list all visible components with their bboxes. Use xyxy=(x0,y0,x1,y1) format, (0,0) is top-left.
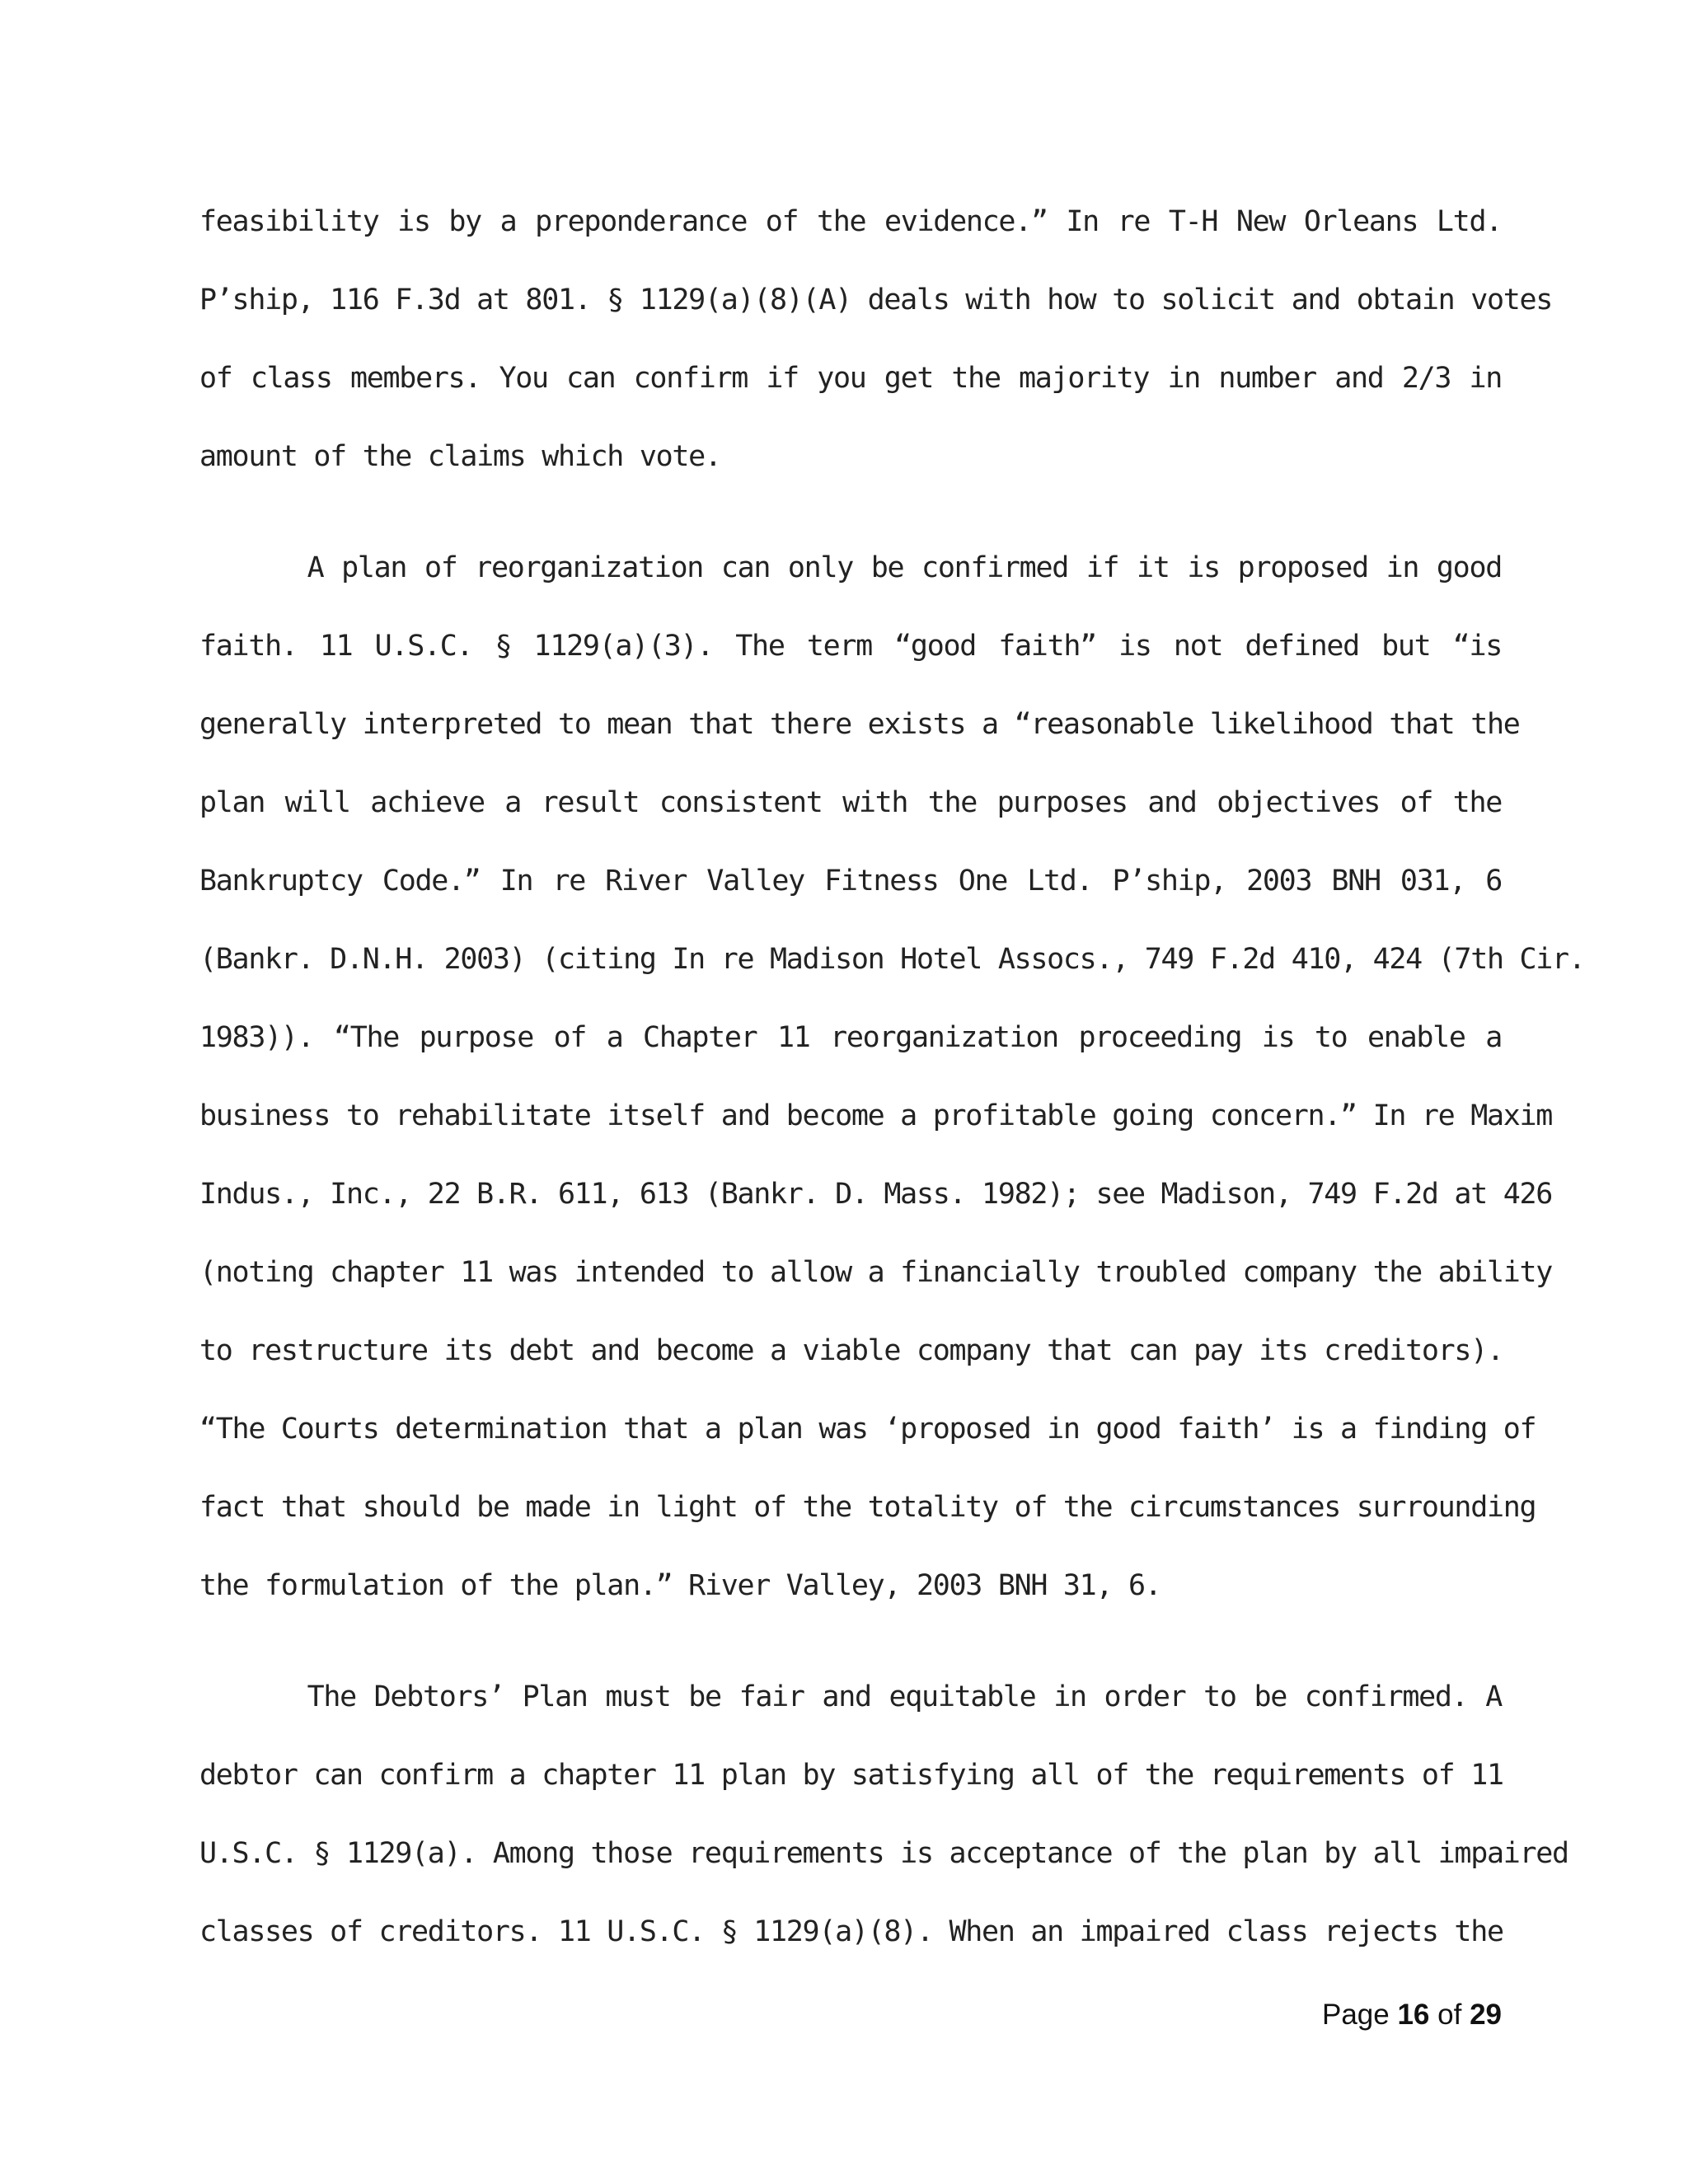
text-line: amount of the claims which vote. xyxy=(199,440,721,473)
page-number-footer xyxy=(1322,1999,1502,2032)
text-line: Indus., Inc., 22 B.R. 611, 613 (Bankr. D. Mass. 1982); see Madison, 749 F.2d at 426 xyxy=(199,1178,1553,1211)
text-line: 1983)). “The purpose of a Chapter 11 reorganization proceeding is to enable a xyxy=(199,1021,1502,1054)
text-line: The Debtors’ Plan must be fair and equitable in order to be confirmed. A xyxy=(199,1680,1502,1713)
current-page-number: 16 xyxy=(1397,1999,1430,2031)
text-line: fact that should be made in light of the totality of the circumstances surrounding xyxy=(199,1491,1536,1524)
page-label: Page xyxy=(1321,1999,1390,2031)
text-line: debtor can confirm a chapter 11 plan by satisfying all of the requirements of 11 xyxy=(199,1759,1503,1792)
text-line: U.S.C. § 1129(a). Among those requirements is acceptance of the plan by all impaired xyxy=(199,1837,1568,1870)
text-line: the formulation of the plan.” River Valley, 2003 BNH 31, 6. xyxy=(199,1569,1161,1602)
text-line: classes of creditors. 11 U.S.C. § 1129(a)(8). When an impaired class rejects the xyxy=(199,1915,1503,1948)
page-of-label: of xyxy=(1437,1999,1462,2031)
text-line: generally interpreted to mean that there exists a “reasonable likelihood that the xyxy=(199,708,1520,741)
text-line: feasibility is by a preponderance of the evidence.” In re T-H New Orleans Ltd. xyxy=(199,205,1502,238)
text-line: faith. 11 U.S.C. § 1129(a)(3). The term “good faith” is not defined but “is xyxy=(199,630,1502,663)
text-line: plan will achieve a result consistent with the purposes and objectives of the xyxy=(199,786,1502,819)
text-line: A plan of reorganization can only be confirmed if it is proposed in good xyxy=(199,551,1502,584)
text-line: business to rehabilitate itself and become a profitable going concern.” In re Maxim xyxy=(199,1099,1553,1132)
paragraph-3 xyxy=(199,1658,1568,1971)
text-line: “The Courts determination that a plan was ‘proposed in good faith’ is a finding of xyxy=(199,1413,1536,1446)
text-line: (noting chapter 11 was intended to allow a financially troubled company the ability xyxy=(199,1256,1553,1289)
text-line: P’ship, 116 F.3d at 801. § 1129(a)(8)(A) deals with how to solicit and obtain votes xyxy=(199,284,1553,316)
document-body xyxy=(199,183,1585,1971)
paragraph-2 xyxy=(199,529,1585,1625)
text-line: (Bankr. D.N.H. 2003) (citing In re Madison Hotel Assocs., 749 F.2d 410, 424 (7th Cir. xyxy=(199,943,1585,976)
paragraph-1 xyxy=(199,183,1553,496)
text-line: to restructure its debt and become a viable company that can pay its creditors). xyxy=(199,1334,1503,1367)
text-line: of class members. You can confirm if you get the majority in number and 2/3 in xyxy=(199,362,1502,395)
paragraph-spacer xyxy=(199,496,1502,529)
text-line: Bankruptcy Code.” In re River Valley Fitness One Ltd. P’ship, 2003 BNH 031, 6 xyxy=(199,865,1502,898)
total-page-count: 29 xyxy=(1470,1999,1502,2031)
paragraph-spacer xyxy=(199,1625,1502,1658)
